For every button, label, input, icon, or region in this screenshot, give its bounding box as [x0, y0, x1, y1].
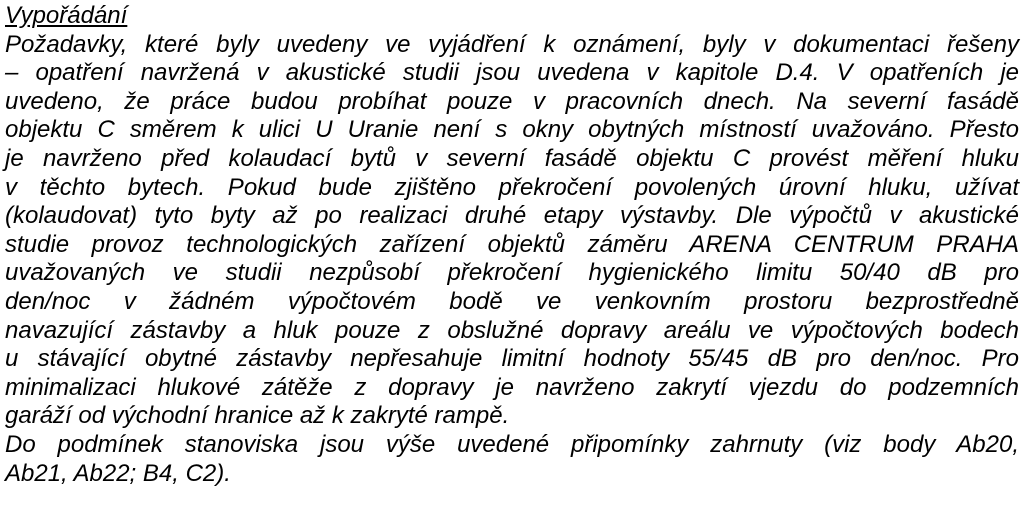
paragraph-line: Ab21, Ab22; B4, C2). [5, 459, 231, 487]
paragraph-line: (kolaudovat) tyto byty až po realizaci druhé etapy výstavby. Dle výpočtů v akustické [5, 202, 1019, 230]
paragraph-settlement [5, 31, 1019, 431]
section-heading: Vypořádání [5, 2, 128, 29]
paragraph-line: uvedeno, že práce budou probíhat pouze v pracovních dnech. Na severní fasádě [5, 87, 1019, 115]
paragraph-line: Do podmínek stanoviska jsou výše uvedené připomínky zahrnuty (viz body Ab20, [5, 430, 1019, 458]
paragraph-line: studie provoz technologických zařízení objektů záměru ARENA CENTRUM PRAHA [5, 230, 1019, 258]
paragraph-line: garáží od východní hranice až k zakryté rampě. [5, 402, 510, 430]
paragraph-line: v těchto bytech. Pokud bude zjištěno překročení povolených úrovní hluku, užívat [5, 173, 1019, 201]
paragraph-line: uvažovaných ve studii nezpůsobí překročení hygienického limitu 50/40 dB pro [5, 259, 1019, 287]
paragraph-line: minimalizaci hlukové zátěže z dopravy je navrženo zakrytí vjezdu do podzemních [5, 373, 1019, 401]
paragraph-line: u stávající obytné zástavby nepřesahuje limitní hodnoty 55/45 dB pro den/noc. Pro [5, 345, 1019, 373]
paragraph-line: navazující zástavby a hluk pouze z obslužné dopravy areálu ve výpočtových bodech [5, 316, 1019, 344]
document-body [5, 2, 1019, 488]
paragraph-conditions [5, 431, 1019, 488]
paragraph-line: je navrženo před kolaudací bytů v severní fasádě objektu C provést měření hluku [5, 144, 1019, 172]
paragraph-line: Požadavky, které byly uvedeny ve vyjádření k oznámení, byly v dokumentaci řešeny [5, 30, 1019, 58]
paragraph-line: den/noc v žádném výpočtovém bodě ve venkovním prostoru bezprostředně [5, 287, 1019, 315]
paragraph-line: – opatření navržená v akustické studii jsou uvedena v kapitole D.4. V opatřeních je [5, 59, 1019, 87]
paragraph-line: objektu C směrem k ulici U Uranie není s okny obytných místností uvažováno. Přesto [5, 116, 1019, 144]
